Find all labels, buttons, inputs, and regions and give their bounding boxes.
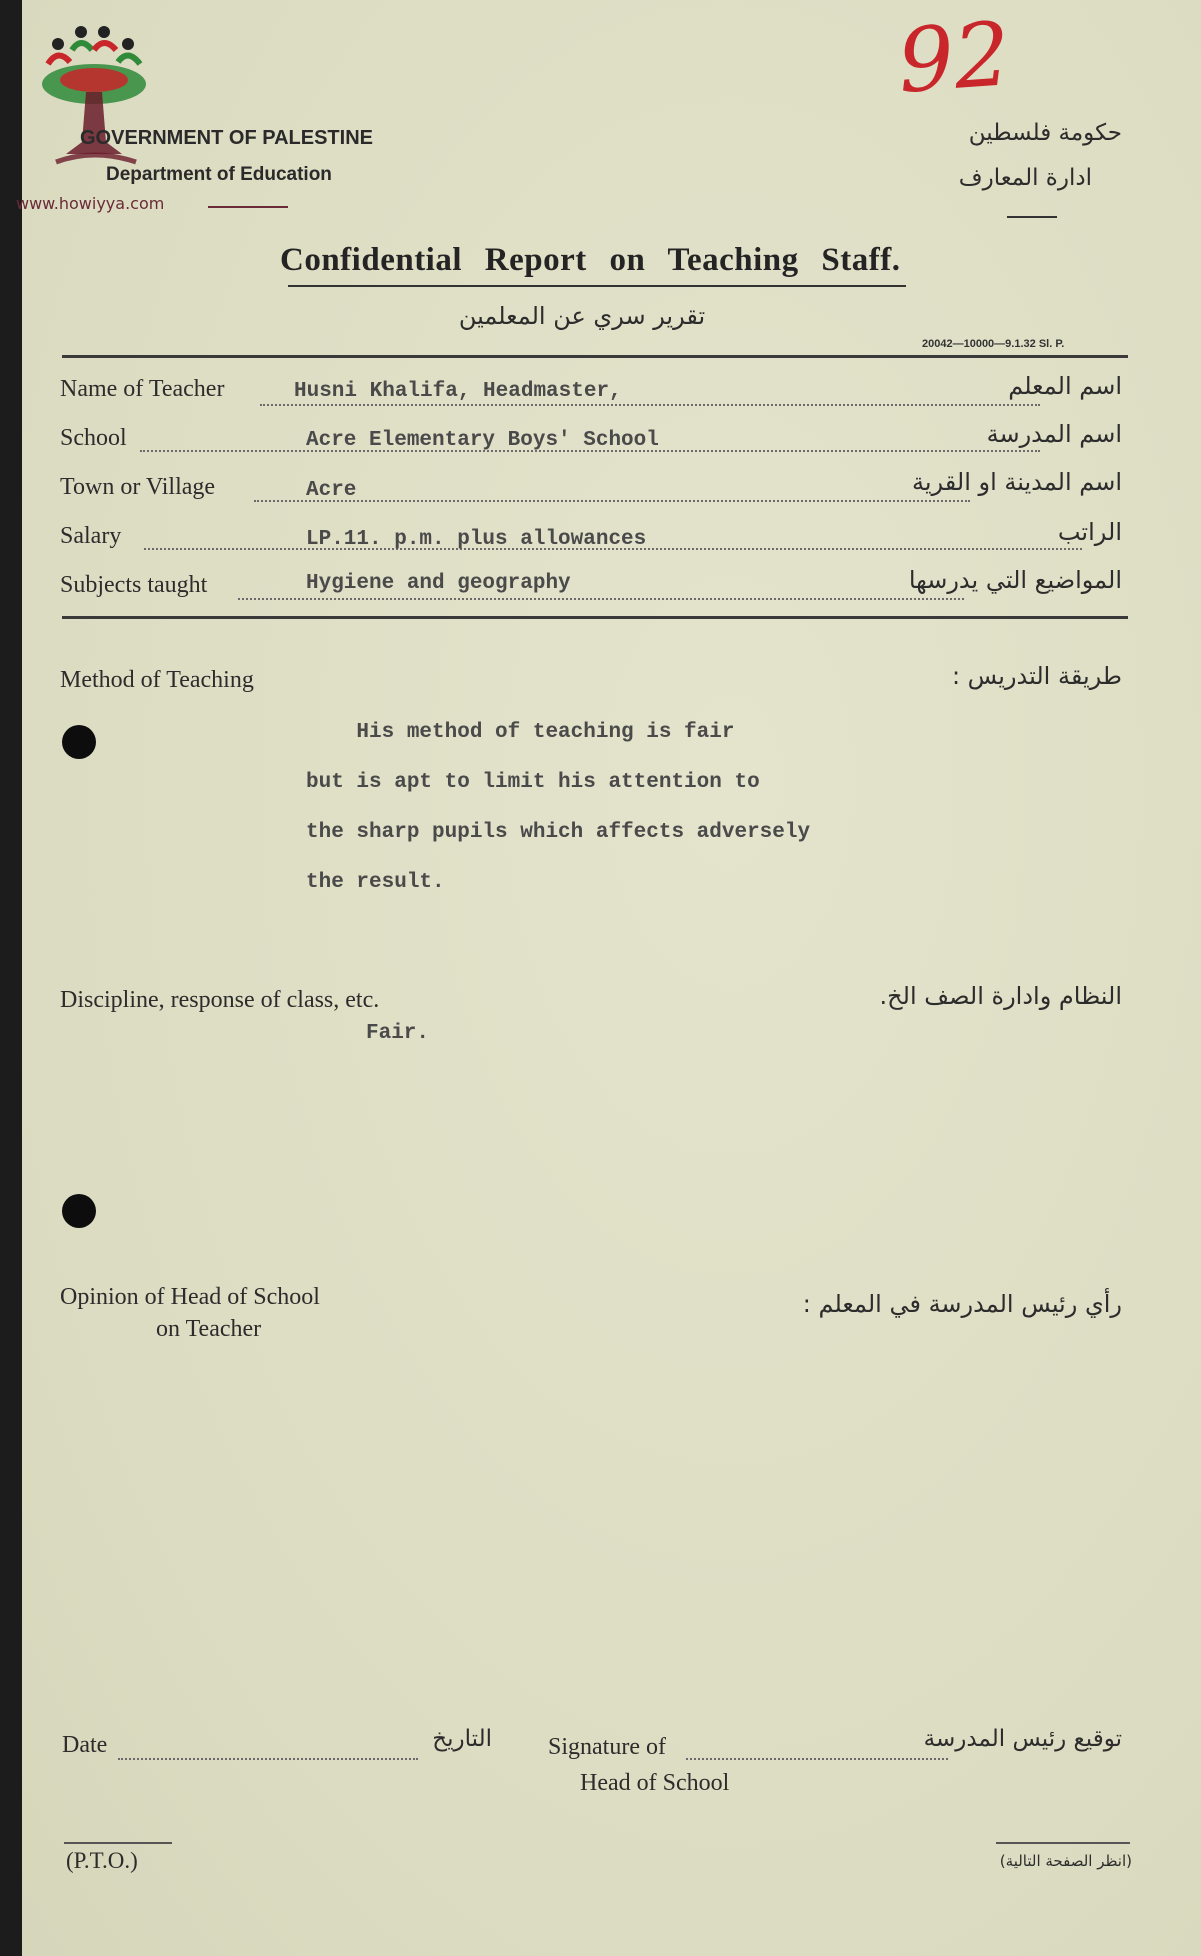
document-title: Confidential Report on Teaching Staff. bbox=[280, 242, 901, 278]
opinion-label-en-1: Opinion of Head of School bbox=[60, 1284, 320, 1310]
date-dotline bbox=[118, 1758, 418, 1760]
signature-label-en-2: Head of School bbox=[580, 1770, 730, 1796]
department-title-ar: ادارة المعارف bbox=[958, 165, 1092, 191]
howiyya-logo-icon bbox=[36, 22, 166, 180]
government-title-ar: حكومة فلسطين bbox=[968, 120, 1122, 146]
pto-en: (P.T.O.) bbox=[66, 1848, 138, 1873]
field-dotline bbox=[260, 404, 1040, 406]
signature-label-en-1: Signature of bbox=[548, 1734, 666, 1760]
method-label-ar: طريقة التدريس : bbox=[951, 662, 1122, 690]
discipline-label-ar: النظام وادارة الصف الخ. bbox=[879, 982, 1122, 1010]
government-title-en: GOVERNMENT OF PALESTINE bbox=[80, 127, 373, 149]
pto-rule-left bbox=[64, 1842, 172, 1844]
field-label-salary-en: Salary bbox=[60, 523, 122, 549]
field-label-subjects-ar: المواضيع التي يدرسها bbox=[908, 566, 1122, 594]
field-value-salary: LP.11. p.m. plus allowances bbox=[306, 528, 647, 551]
watermark-underline bbox=[208, 206, 288, 208]
document-title-ar: تقرير سري عن المعلمين bbox=[458, 302, 706, 330]
field-label-town-ar: اسم المدينة او القرية bbox=[911, 468, 1122, 496]
signature-label-ar: توقيع رئيس المدرسة bbox=[923, 1726, 1122, 1752]
field-value-subjects: Hygiene and geography bbox=[306, 572, 571, 595]
field-label-school-en: School bbox=[60, 425, 127, 451]
method-text-line-1: His method of teaching is fair bbox=[306, 721, 735, 744]
date-label-en: Date bbox=[62, 1732, 108, 1758]
document-page bbox=[16, 0, 1201, 1956]
field-value-teacher: Husni Khalifa, Headmaster, bbox=[294, 380, 622, 403]
field-label-school-ar: اسم المدرسة bbox=[986, 420, 1122, 448]
opinion-label-ar: رأي رئيس المدرسة في المعلم : bbox=[802, 1290, 1122, 1318]
header-rule bbox=[62, 355, 1128, 358]
fields-rule bbox=[62, 616, 1128, 619]
field-label-teacher-ar: اسم المعلم bbox=[1008, 372, 1122, 400]
field-label-subjects-en: Subjects taught bbox=[60, 572, 208, 598]
method-text-line-2: but is apt to limit his attention to bbox=[306, 771, 760, 794]
discipline-label-en: Discipline, response of class, etc. bbox=[60, 987, 380, 1013]
method-text-line-4: the result. bbox=[306, 871, 445, 894]
punch-hole-lower bbox=[62, 1194, 96, 1228]
method-text-line-3: the sharp pupils which affects adversely bbox=[306, 821, 811, 844]
discipline-value: Fair. bbox=[366, 1022, 430, 1045]
signature-dotline bbox=[686, 1758, 948, 1760]
pto-ar: (انظر الصفحة التالية) bbox=[999, 1852, 1132, 1870]
pto-rule-right bbox=[996, 1842, 1130, 1844]
field-value-town: Acre bbox=[306, 479, 357, 502]
field-value-school: Acre Elementary Boys' School bbox=[306, 429, 659, 452]
field-dotline bbox=[254, 500, 970, 502]
opinion-label-en-2: on Teacher bbox=[156, 1316, 262, 1342]
print-code: 20042—10000—9.1.32 Sl. P. bbox=[922, 338, 1065, 350]
punch-hole-upper bbox=[62, 725, 96, 759]
field-label-town-en: Town or Village bbox=[60, 474, 216, 500]
watermark-url: www.howiyya.com bbox=[16, 194, 165, 213]
date-label-ar: التاريخ bbox=[432, 1726, 492, 1752]
field-label-salary-ar: الراتب bbox=[1057, 518, 1122, 546]
method-label-en: Method of Teaching bbox=[60, 667, 254, 693]
field-dotline bbox=[238, 598, 964, 600]
field-label-teacher-en: Name of Teacher bbox=[60, 376, 225, 402]
department-title-en: Department of Education bbox=[106, 164, 332, 185]
title-underline bbox=[288, 285, 906, 287]
page-number-handwritten: 92 bbox=[894, 2, 1014, 113]
header-right-underline bbox=[1007, 216, 1057, 218]
